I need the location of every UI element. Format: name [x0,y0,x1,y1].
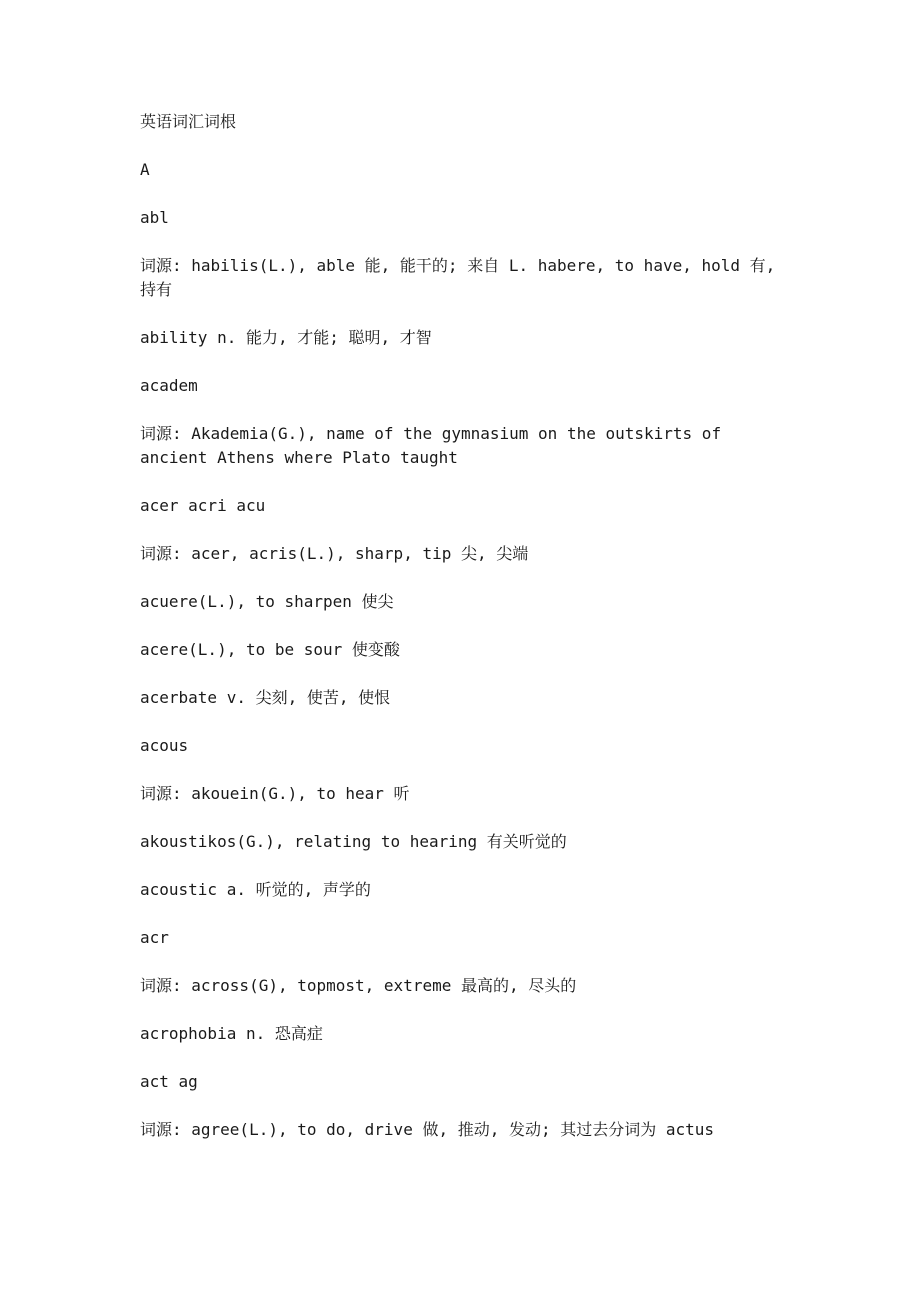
etymology-line: 词源: Akademia(G.), name of the gymnasium on the outskirts of ancient Athens where Plato taught [140,424,731,467]
root-heading: abl [140,208,169,227]
etymology-line: 词源: acer, acris(L.), sharp, tip 尖, 尖端 [140,544,529,563]
etymology-detail: acuere(L.), to sharpen 使尖 [140,592,394,611]
example-word: ability n. 能力, 才能; 聪明, 才智 [140,328,432,347]
example-word: acrophobia n. 恐高症 [140,1024,323,1043]
example-word: acerbate v. 尖刻, 使苦, 使恨 [140,688,391,707]
document-title: 英语词汇词根 [140,112,237,131]
etymology-line: 词源: agree(L.), to do, drive 做, 推动, 发动; 其过去分词为 actus [140,1120,715,1139]
etymology-line: 词源: habilis(L.), able 能, 能干的; 来自 L. habere, to have, hold 有, 持有 [140,256,785,299]
etymology-detail: akoustikos(G.), relating to hearing 有关听觉的 [140,832,567,851]
section-letter: A [140,160,150,179]
etymology-line: 词源: across(G), topmost, extreme 最高的, 尽头的 [140,976,577,995]
example-word: acoustic a. 听觉的, 声学的 [140,880,371,899]
root-heading: acr [140,928,169,947]
root-heading: acous [140,736,189,755]
root-heading: acer acri acu [140,496,266,515]
root-heading: academ [140,376,198,395]
document-body [140,110,790,1166]
etymology-line: 词源: akouein(G.), to hear 听 [140,784,410,803]
root-heading: act ag [140,1072,198,1091]
etymology-detail: acere(L.), to be sour 使变酸 [140,640,400,659]
